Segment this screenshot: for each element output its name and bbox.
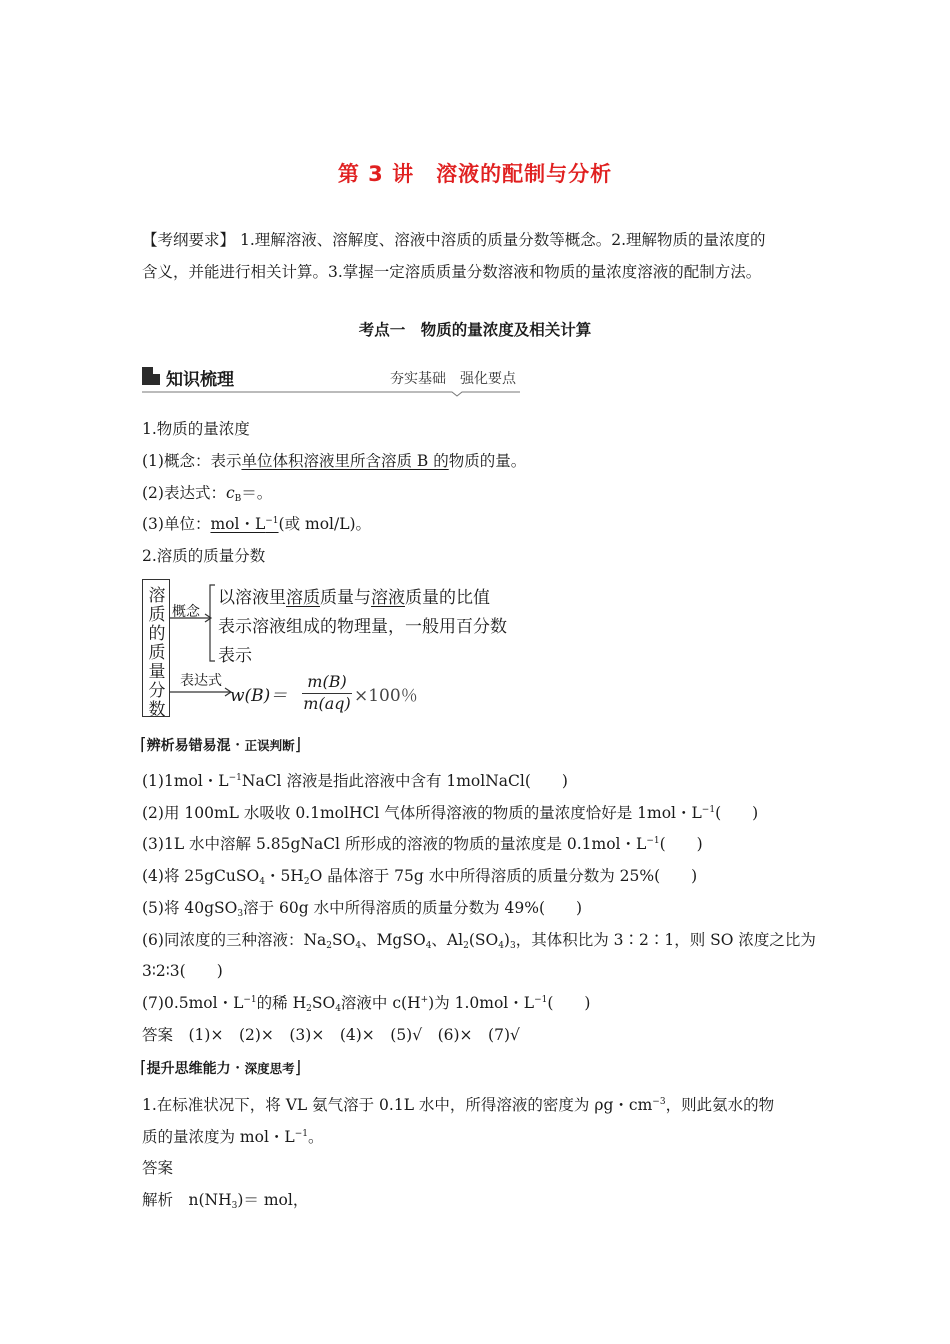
diagram-char: 质 — [148, 605, 166, 625]
diagram-bracket — [206, 584, 216, 662]
think-answer: 答案 — [142, 1159, 174, 1177]
knowledge-header-title: 知识梳理 — [166, 370, 234, 390]
diagram-line-1: 以溶液里溶质质量与溶液质量的比值 — [218, 588, 490, 608]
formula-lhs: w(B)＝ — [230, 686, 288, 706]
expression-line: (2)表达式：$c_B=$。 — [142, 484, 273, 504]
knowledge-h1: 1.物质的量浓度 — [142, 420, 250, 438]
concept-line: (1)概念：表示单位体积溶液里所含溶质 B 的物质的量。 — [142, 452, 527, 470]
judge-item-2: (2)用 100mL 水吸收 0.1molHCl 气体所得溶液的物质的量浓度恰好是 1mol・$L^{-1}$( ) — [142, 804, 759, 822]
think-question-1: 1.在标准状况下，将 VL 氨气溶于 0.1L 水中，所得溶液的密度为 ρg・$cm^{-3}$，则此氨水的物 — [142, 1096, 775, 1114]
header-square-icon — [142, 367, 160, 385]
judge-item-7: (7)0.5mol・$L^{-1}$的稀 $H_2SO_4$溶液中 c(H+)为 1.0mol・$L^{-1}$( ) — [142, 994, 591, 1014]
knowledge-header-subtitle: 夯实基础 强化要点 — [390, 371, 516, 387]
page-title: 第 3 讲 溶液的配制与分析 — [337, 162, 613, 186]
diagram-char: 质 — [148, 643, 166, 663]
concept-arrow-label: 概念 — [172, 604, 200, 620]
judge-item-6-line-2: 3∶2∶3( ) — [142, 962, 223, 980]
requirements-label: 【考纲要求】 — [142, 231, 236, 249]
judge-item-3: (3)1L 水中溶解 5.85gNaCl 所形成的溶液的物质的量浓度是 0.1mol・$L^{-1}$( ) — [142, 835, 703, 853]
think-question-1-line-2: 质的量浓度为 mol・$L^{-1}$。 — [142, 1128, 324, 1146]
judge-item-1: (1)1mol・$L^{-1}NaCl$ 溶液是指此溶液中含有 1molNaCl( ) — [142, 772, 568, 790]
judge-label: ⌈辨析易错易混・正误判断⌋ — [140, 735, 302, 755]
judge-answer: 答案 (1)× (2)× (3)× (4)× (5)√ (6)× (7)√ — [142, 1026, 520, 1044]
diagram-char: 的 — [148, 624, 166, 644]
diagram-char: 溶 — [148, 586, 166, 606]
formula-denominator: m(aq) — [303, 694, 351, 713]
think-label: ⌈提升思维能力・深度思考⌋ — [140, 1058, 302, 1078]
expression-arrow-label: 表达式 — [180, 673, 222, 689]
judge-item-6: (6)同浓度的三种溶液：$Na_2SO_4$、MgSO$_4$、$Al_2(SO_4)_3$，其体积比为 3∶2∶1，则 SO 浓度之比为 — [142, 931, 816, 951]
diagram-char: 分 — [148, 681, 166, 701]
formula-rhs: ×100％ — [354, 686, 418, 706]
diagram-char: 数 — [148, 700, 166, 720]
section-heading: 考点一 物质的量浓度及相关计算 — [358, 321, 592, 339]
diagram-char: 量 — [148, 662, 166, 682]
diagram-line-3: 表示 — [218, 646, 252, 666]
requirements-line-2: 含义，并能进行相关计算。3.掌握一定溶质质量分数溶液和物质的量浓度溶液的配制方法。 — [142, 263, 762, 281]
judge-item-4: (4)将 25gCuSO$_4$・$5H_2O$ 晶体溶于 75g 水中所得溶质的质量分数为 25%( ) — [142, 867, 698, 887]
judge-item-5: (5)将 40gSO$_3$溶于 60g 水中所得溶质的质量分数为 49%( ) — [142, 899, 583, 919]
knowledge-h2: 2.溶质的质量分数 — [142, 547, 266, 565]
think-analysis: 解析 $n(NH_3)=$ mol， — [142, 1191, 309, 1211]
requirements-line-1: 【考纲要求】 1.理解溶液、溶解度、溶液中溶质的质量分数等概念。2.理解物质的量浓度的 — [142, 231, 766, 249]
expression-arrow-icon — [168, 686, 234, 698]
diagram-line-2: 表示溶液组成的物理量，一般用百分数 — [218, 617, 507, 637]
unit-line: (3)单位：mol・$L^{-1}$(或 mol/L)。 — [142, 515, 372, 533]
formula-numerator: m(B) — [307, 672, 347, 691]
header-divider — [142, 386, 522, 398]
